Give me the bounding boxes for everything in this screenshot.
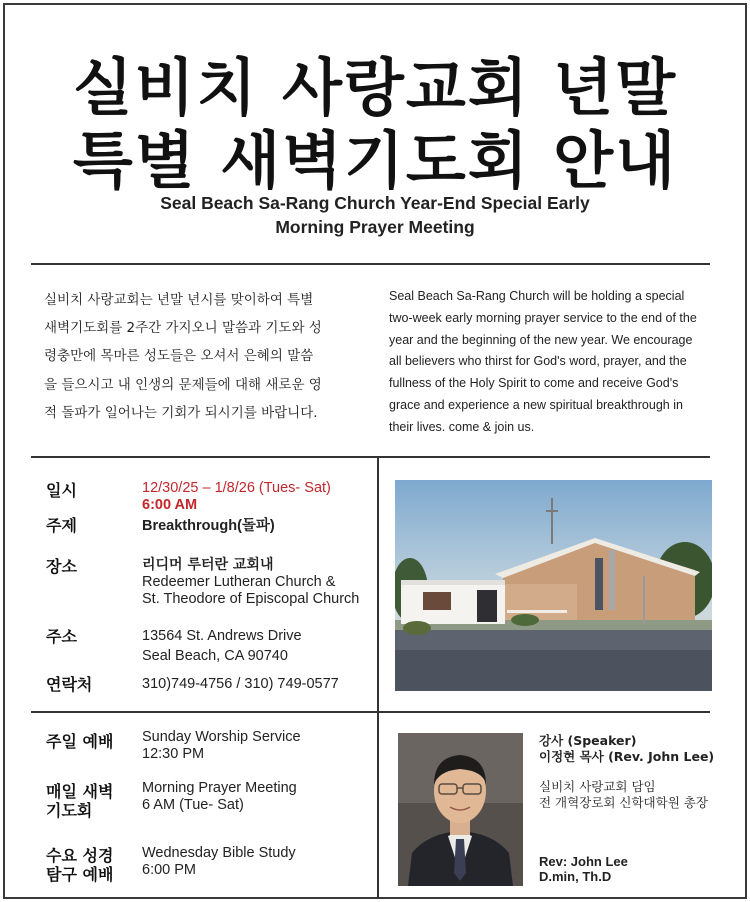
daily-label [46, 782, 113, 820]
title-line-2: 특별 새벽기도회 안내 [72, 124, 678, 197]
place-korean: 리디머 루터란 교회내 [142, 557, 274, 573]
daily-service-time: 6 AM (Tue- Sat) [142, 797, 244, 813]
wednesday-service-time: 6:00 PM [142, 862, 196, 878]
date-time: 6:00 AM [142, 497, 198, 513]
wednesday-label-line-1: 수요 성경 [46, 846, 114, 865]
title-line-1: 실비치 사랑교회 년말 [72, 51, 678, 124]
address-value [142, 626, 302, 666]
divider-top [31, 263, 710, 265]
speaker-name: 이정현 목사 (Rev. John Lee) [539, 749, 715, 764]
intro-ko-line: 새벽기도회를 2주간 가지오니 말씀과 기도와 성 [44, 320, 322, 337]
wednesday-service-name: Wednesday Bible Study [142, 845, 296, 861]
speaker-role: 강사 (Speaker) [539, 733, 637, 748]
intro-en-line: all believers who thirst for God's word, prayer, and the [389, 354, 687, 369]
speaker-position-2: 전 개혁장로회 신학대학원 총장 [539, 795, 708, 810]
wednesday-label [46, 846, 113, 884]
sunday-value [142, 729, 301, 763]
intro-en-line: year and the beginning of the new year. We encourage [389, 332, 693, 347]
place-english-2: St. Theodore of Episcopal Church [142, 591, 360, 607]
speaker-degrees: D.min, Th.D [539, 869, 612, 884]
intro-en-line: their lives. come & join us. [389, 419, 535, 434]
daily-label-line-1: 매일 새벽 [46, 782, 114, 801]
daily-service-name: Morning Prayer Meeting [142, 780, 297, 796]
divider-middle [31, 456, 710, 458]
divider-vertical [377, 456, 379, 898]
sunday-service-name: Sunday Worship Service [142, 729, 301, 745]
wednesday-value [142, 845, 296, 879]
address-line-1: 13564 St. Andrews Drive [142, 628, 302, 644]
divider-lower [31, 711, 710, 713]
wednesday-label-line-2: 탐구 예배 [46, 865, 114, 884]
place-value [142, 557, 359, 608]
speaker-position-1: 실비치 사랑교회 담임 [539, 779, 656, 794]
address-line-2: Seal Beach, CA 90740 [142, 648, 288, 664]
intro-ko-line: 을 들으시고 내 인생의 문제들에 대해 새로운 영 [44, 376, 322, 393]
daily-label-line-2: 기도회 [46, 801, 93, 820]
intro-ko-line: 적 돌파가 일어나는 기회가 되시기를 바랍니다. [44, 404, 318, 421]
date-range: 12/30/25 – 1/8/26 (Tues- Sat) [142, 480, 331, 496]
place-english-1: Redeemer Lutheran Church & [142, 574, 336, 590]
theme-label: 주제 [46, 516, 77, 535]
date-label: 일시 [46, 481, 77, 500]
subtitle-line-1: Seal Beach Sa-Rang Church Year-End Special Early [160, 193, 590, 213]
theme-value: Breakthrough(돌파) [142, 518, 275, 534]
intro-en-line: fullness of the Holy Spirit to come and receive God's [389, 376, 679, 391]
speaker-rev: Rev: John Lee [539, 854, 628, 869]
subtitle-line-2: Morning Prayer Meeting [275, 217, 475, 237]
intro-korean [44, 286, 364, 427]
church-photo [395, 480, 712, 691]
date-value [142, 480, 331, 514]
speaker-photo [398, 733, 523, 886]
address-label: 주소 [46, 627, 77, 646]
intro-en-line: two-week early morning prayer service to the end of the [389, 310, 697, 325]
sunday-label: 주일 예배 [46, 732, 114, 751]
place-label: 장소 [46, 557, 77, 576]
intro-en-line: Seal Beach Sa-Rang Church will be holding a special [389, 289, 685, 303]
contact-label: 연락처 [46, 675, 93, 694]
intro-ko-line: 령충만에 목마른 성도들은 오셔서 은혜의 말씀 [44, 348, 314, 365]
intro-english [389, 286, 709, 439]
daily-value [142, 780, 297, 814]
intro-ko-line: 실비치 사랑교회는 년말 년시를 맞이하여 특별 [44, 292, 314, 308]
sunday-service-time: 12:30 PM [142, 746, 205, 762]
intro-en-line: grace and experience a new spiritual breakthrough in [389, 397, 683, 412]
contact-value: 310)749-4756 / 310) 749-0577 [142, 676, 339, 692]
